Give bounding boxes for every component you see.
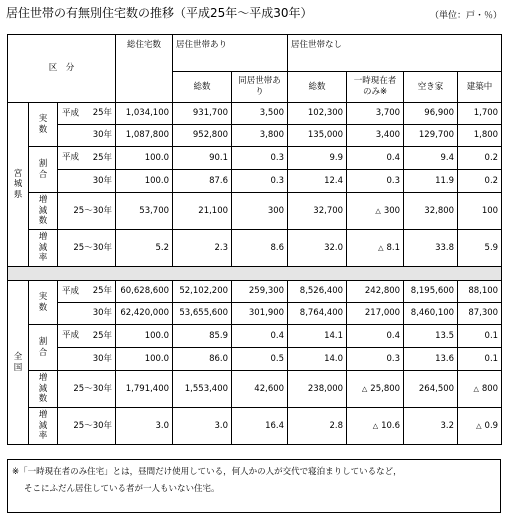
table-cell: 16.4 (232, 408, 288, 445)
unit-label: （単位：戸・％） (429, 11, 502, 21)
table-cell: 60,628,600 (116, 281, 173, 303)
table-cell: 32,800 (404, 193, 458, 230)
table-cell: 2.3 (173, 230, 232, 267)
table-cell: 0.4 (347, 325, 404, 348)
table-cell: 129,700 (404, 125, 458, 147)
table-cell: 52,102,200 (173, 281, 232, 303)
table-row (8, 193, 502, 230)
table-cell: 1,087,800 (116, 125, 173, 147)
table-cell: 3.2 (404, 408, 458, 445)
region-separator (8, 267, 502, 281)
footnote-line-2: そこにふだん居住している者が一人もいない住宅。 (24, 484, 220, 494)
year-label (58, 170, 116, 193)
table-row (8, 281, 502, 303)
year-value: 30年 (92, 130, 113, 141)
table-cell: 62,420,000 (116, 303, 173, 325)
table-cell: 8,526,400 (288, 281, 347, 303)
row-group-label: 増 減 数 (29, 193, 58, 230)
table-cell: 14.0 (288, 348, 347, 371)
unoccupied-total-header: 総数 (288, 72, 347, 103)
table-cell: 9.9 (288, 147, 347, 170)
table-cell: 0.1 (458, 325, 502, 348)
year-value: 25～30年 (73, 420, 113, 431)
occupied-header: 居住世帯あり (173, 35, 288, 72)
negative-marker-icon: △ (375, 206, 381, 215)
table-cell: △ 25,800 (347, 371, 404, 408)
table-cell: 952,800 (173, 125, 232, 147)
page-title: 居住世帯の有無別住宅数の推移（平成25年～平成30年） (6, 6, 313, 20)
row-group-label: 割 合 (29, 147, 58, 193)
table-cell: 0.4 (232, 325, 288, 348)
table-cell: 3,700 (347, 103, 404, 125)
table-cell: 86.0 (173, 348, 232, 371)
table-cell: 931,700 (173, 103, 232, 125)
shared-household-header: 同居世帯あり (232, 72, 288, 103)
region-miyagi (8, 103, 502, 267)
table-cell: 13.5 (404, 325, 458, 348)
row-group-label: 増 減 数 (29, 371, 58, 408)
table-cell: 0.3 (232, 170, 288, 193)
table-cell: 3,400 (347, 125, 404, 147)
table-cell: 32,700 (288, 193, 347, 230)
table-row (8, 103, 502, 125)
table-cell: △ 0.9 (458, 408, 502, 445)
table-cell: 32.0 (288, 230, 347, 267)
year-value: 25～30年 (73, 242, 113, 253)
table-cell: 2.8 (288, 408, 347, 445)
table-cell: 88,100 (458, 281, 502, 303)
table-cell: 264,500 (404, 371, 458, 408)
table-cell: 12.4 (288, 170, 347, 193)
unoccupied-header: 居住世帯なし (288, 35, 502, 72)
table-row (8, 348, 502, 371)
occupied-total-header: 総数 (173, 72, 232, 103)
year-label (58, 193, 116, 230)
table-cell: 259,300 (232, 281, 288, 303)
year-value: 30年 (92, 308, 113, 319)
kubun-header: 区 分 (8, 35, 116, 103)
table-cell: 238,000 (288, 371, 347, 408)
table-cell: 8,764,400 (288, 303, 347, 325)
table-cell: 0.2 (458, 147, 502, 170)
year-label (58, 147, 116, 170)
table-cell: 0.3 (347, 170, 404, 193)
table-cell: 100.0 (116, 170, 173, 193)
year-value: 25年 (92, 286, 113, 297)
table-cell: 53,655,600 (173, 303, 232, 325)
table-cell: 14.1 (288, 325, 347, 348)
table-row (8, 303, 502, 325)
table-row (8, 371, 502, 408)
era-label: 平成 (62, 330, 80, 341)
table-cell: 85.9 (173, 325, 232, 348)
table-cell: 3.0 (173, 408, 232, 445)
year-label (58, 371, 116, 408)
table-cell: 100.0 (116, 325, 173, 348)
row-group-label: 割 合 (29, 325, 58, 371)
year-label (58, 103, 116, 125)
table-cell: 33.8 (404, 230, 458, 267)
table-cell: 5.2 (116, 230, 173, 267)
table-cell: 100.0 (116, 147, 173, 170)
region-label: 宮 城 県 (8, 103, 29, 267)
year-value: 25～30年 (73, 383, 113, 394)
table-row (8, 325, 502, 348)
table-cell: 102,300 (288, 103, 347, 125)
table-cell: 3,800 (232, 125, 288, 147)
table-cell: 90.1 (173, 147, 232, 170)
footnote (7, 459, 501, 513)
region-label: 全 国 (8, 281, 29, 445)
negative-marker-icon: △ (473, 384, 479, 393)
table-row (8, 170, 502, 193)
table-row (8, 230, 502, 267)
row-group-label: 増 減 率 (29, 230, 58, 267)
year-label (58, 281, 116, 303)
table-cell: 0.2 (458, 170, 502, 193)
table-cell: 301,900 (232, 303, 288, 325)
table-cell: 9.4 (404, 147, 458, 170)
table-cell: 0.3 (232, 147, 288, 170)
era-label: 平成 (62, 108, 80, 119)
table-row (8, 408, 502, 445)
table-cell: 8,195,600 (404, 281, 458, 303)
table-cell: 300 (232, 193, 288, 230)
total-header: 総住宅数 (116, 35, 173, 103)
year-value: 25年 (92, 152, 113, 163)
table-cell: 1,700 (458, 103, 502, 125)
negative-marker-icon: △ (361, 384, 368, 393)
table-cell: △ 10.6 (347, 408, 404, 445)
table-cell: 135,000 (288, 125, 347, 147)
construction-header: 建築中 (458, 72, 502, 103)
year-value: 25年 (92, 108, 113, 119)
row-group-label: 実 数 (29, 103, 58, 147)
table-cell: △ 8.1 (347, 230, 404, 267)
table-cell: 242,800 (347, 281, 404, 303)
table-cell: 3.0 (116, 408, 173, 445)
table-cell: 1,791,400 (116, 371, 173, 408)
negative-marker-icon: △ (378, 243, 384, 252)
year-value: 30年 (92, 175, 113, 186)
table-cell: 100.0 (116, 348, 173, 371)
table-cell: 0.4 (347, 147, 404, 170)
table-cell: 3,500 (232, 103, 288, 125)
year-label (58, 230, 116, 267)
temporary-occupant-header: 一時現在者のみ※ (347, 72, 404, 103)
era-label: 平成 (62, 152, 80, 163)
year-label (58, 125, 116, 147)
table-cell: △ 300 (347, 193, 404, 230)
table-cell: 11.9 (404, 170, 458, 193)
year-value: 30年 (92, 353, 113, 364)
row-group-label: 実 数 (29, 281, 58, 325)
table-cell: 1,800 (458, 125, 502, 147)
negative-marker-icon: △ (476, 421, 482, 430)
table-cell: 1,034,100 (116, 103, 173, 125)
table-cell: 100 (458, 193, 502, 230)
table-cell: 1,553,400 (173, 371, 232, 408)
housing-table (7, 34, 502, 445)
table-cell: 0.3 (347, 348, 404, 371)
year-value: 25～30年 (73, 205, 113, 216)
table-cell: △ 800 (458, 371, 502, 408)
table-cell: 96,900 (404, 103, 458, 125)
year-label (58, 408, 116, 445)
table-cell: 87.6 (173, 170, 232, 193)
table-row (8, 125, 502, 147)
negative-marker-icon: △ (372, 421, 379, 430)
year-label (58, 303, 116, 325)
footnote-line-1: ※「一時現在者のみ住宅」とは，昼間だけ使用している，何人かの人が交代で寝泊まりしているなど， (12, 467, 402, 477)
region-national (8, 281, 502, 445)
table-cell: 217,000 (347, 303, 404, 325)
table-cell: 53,700 (116, 193, 173, 230)
year-value: 25年 (92, 330, 113, 341)
era-label: 平成 (62, 286, 80, 297)
table-cell: 87,300 (458, 303, 502, 325)
year-label (58, 348, 116, 371)
row-group-label: 増 減 率 (29, 408, 58, 445)
table-cell: 8.6 (232, 230, 288, 267)
table-cell: 42,600 (232, 371, 288, 408)
vacant-header: 空き家 (404, 72, 458, 103)
table-cell: 13.6 (404, 348, 458, 371)
table-cell: 0.1 (458, 348, 502, 371)
year-label (58, 325, 116, 348)
table-cell: 0.5 (232, 348, 288, 371)
table-cell: 5.9 (458, 230, 502, 267)
table-cell: 8,460,100 (404, 303, 458, 325)
table-cell: 21,100 (173, 193, 232, 230)
table-row (8, 147, 502, 170)
